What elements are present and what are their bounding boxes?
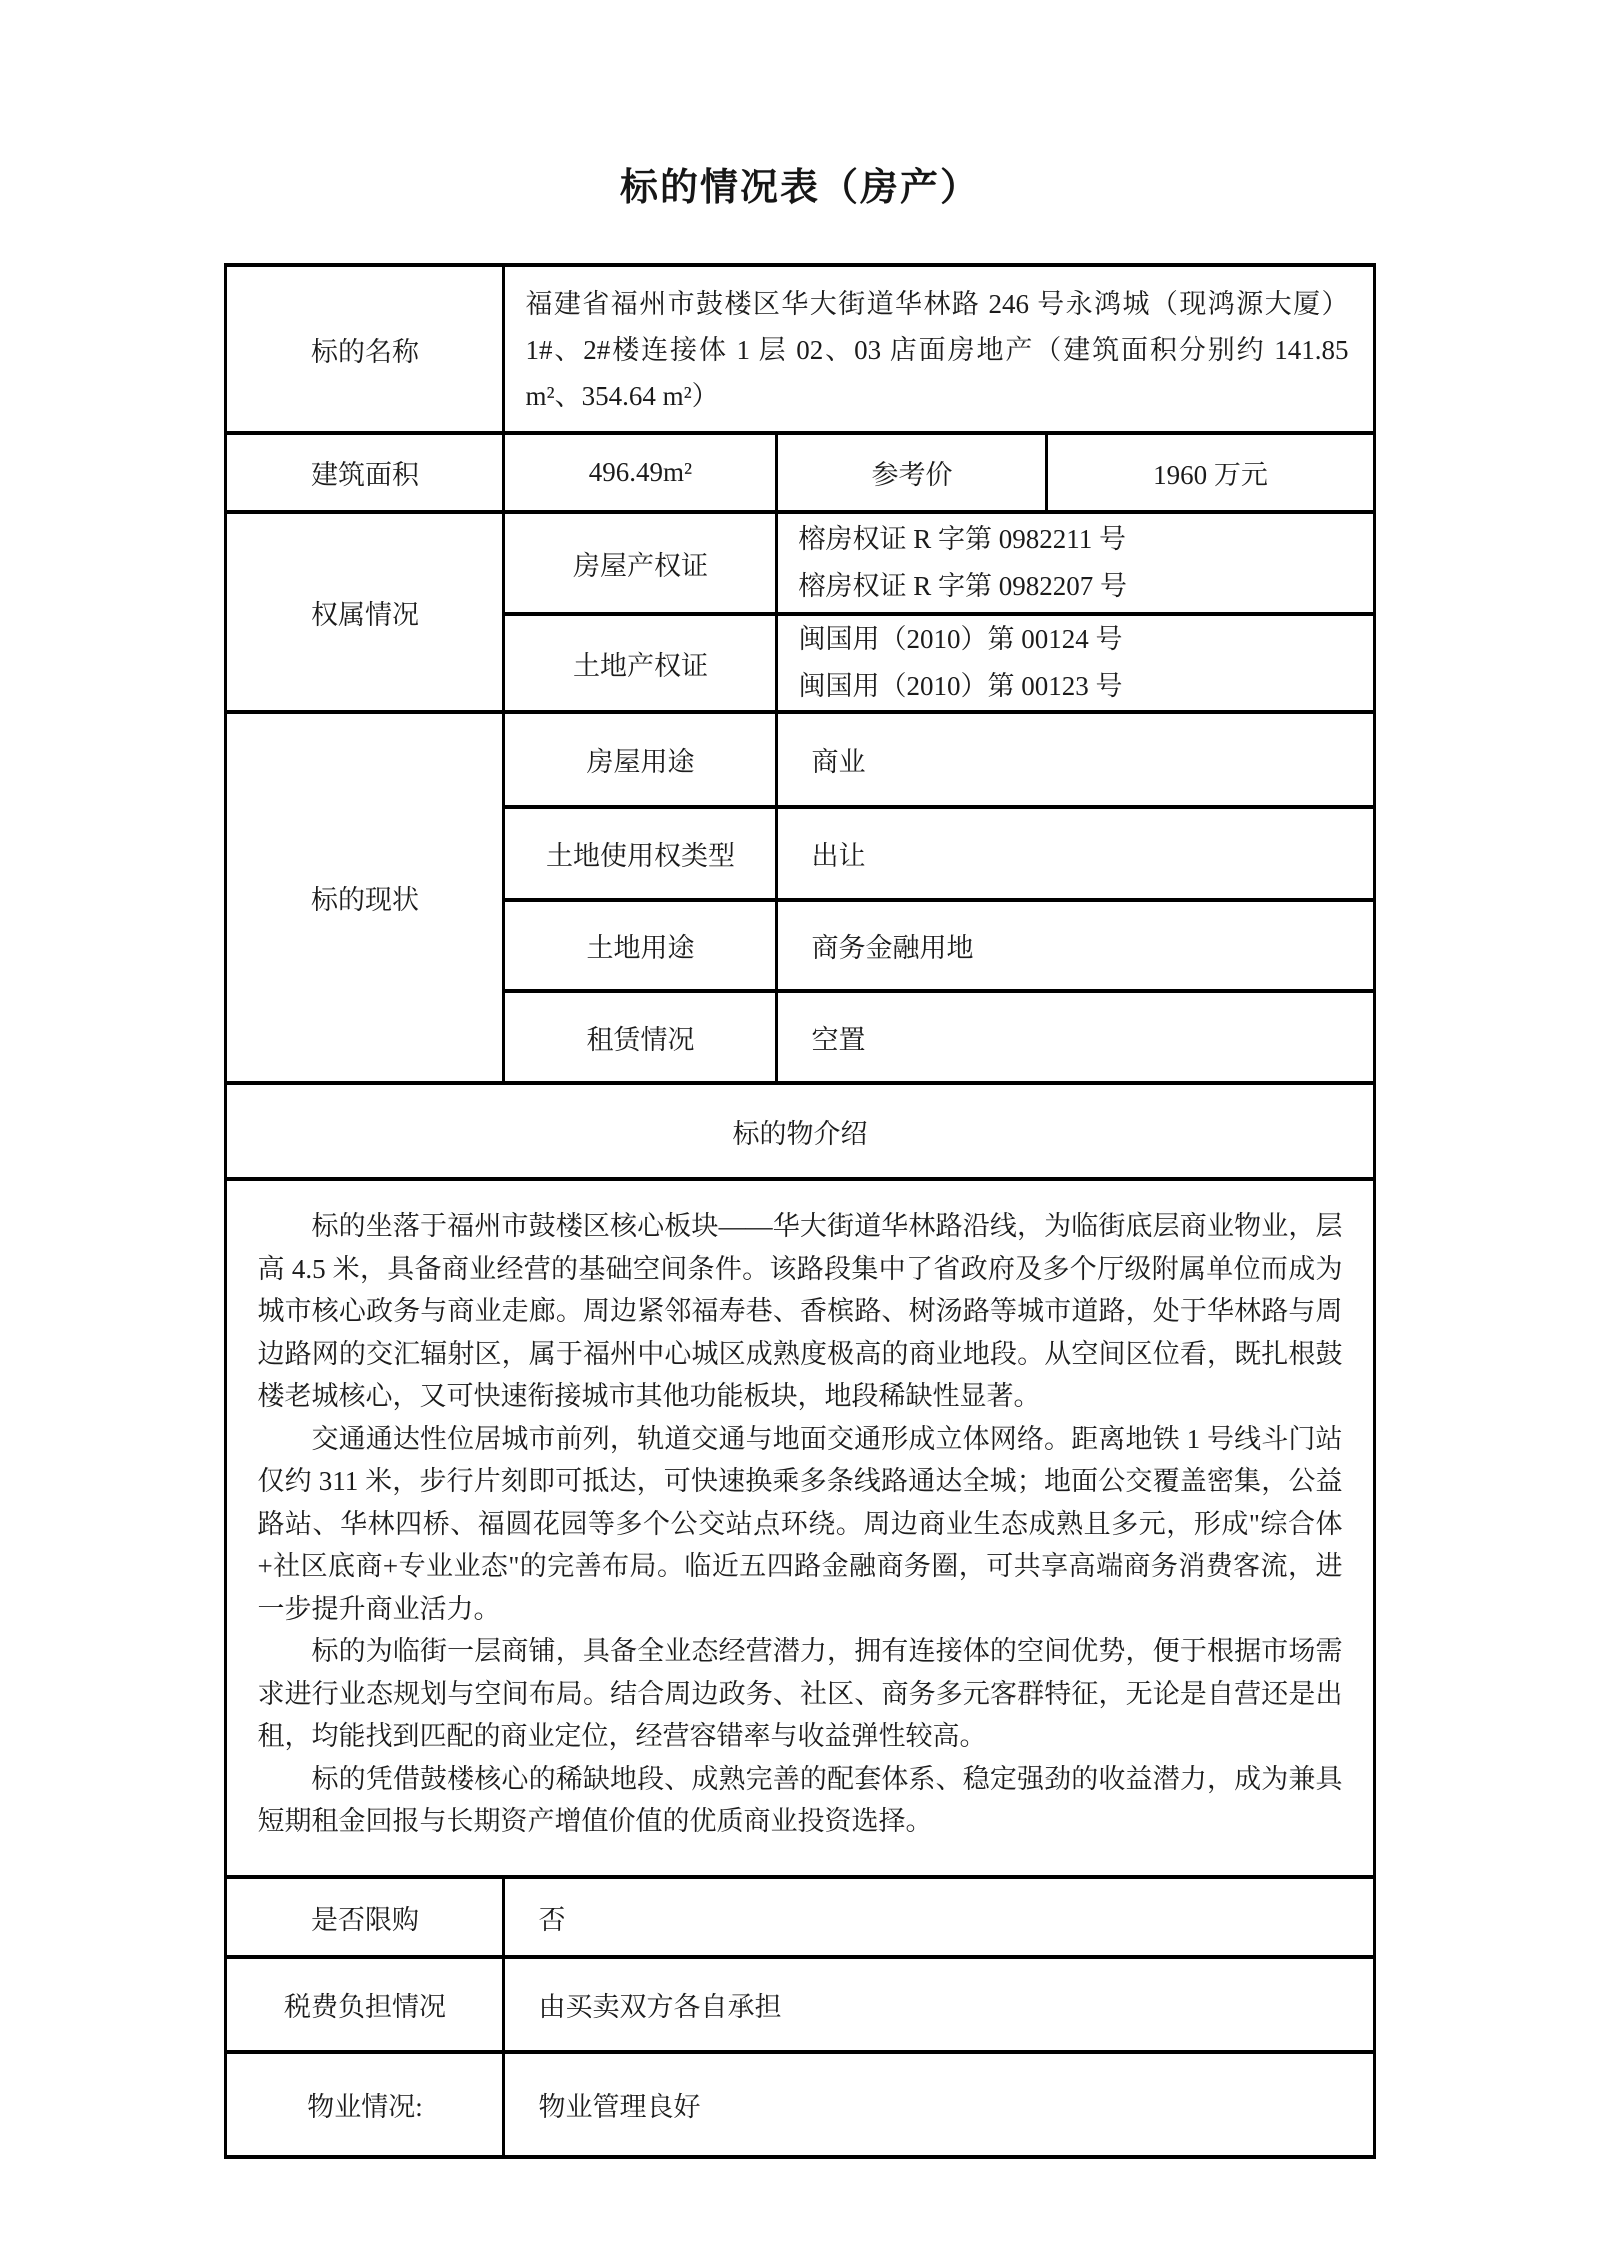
lease-status-label: 租赁情况: [504, 991, 777, 1083]
property-info-table: [224, 263, 1375, 2159]
subject-name-label: 标的名称: [226, 265, 504, 433]
land-cert-line-2: 闽国用（2010）第 00123 号: [798, 671, 1123, 701]
reference-price-label: 参考价: [777, 433, 1047, 512]
intro-body: [226, 1179, 1374, 1877]
area-price-row: [226, 433, 1374, 512]
intro-body-row: [226, 1179, 1374, 1877]
purchase-restriction-label: 是否限购: [226, 1877, 504, 1957]
subject-name-row: [226, 265, 1374, 433]
land-use-value: 商务金融用地: [777, 900, 1374, 991]
house-use-row: [226, 712, 1374, 807]
house-cert-line-2: 榕房权证 R 字第 0982207 号: [798, 571, 1127, 601]
page-title: 标的情况表（房产）: [619, 167, 980, 209]
intro-paragraph-3: 标的为临街一层商铺，具备全业态经营潜力，拥有连接体的空间优势，便于根据市场需求进行业态规划与空间布局。结合周边政务、社区、商务多元客群特征，无论是自营还是出租，均能找到匹配的商业定位，经营容错率与收益弹性较高。: [257, 1636, 1343, 1751]
land-cert-line-1: 闽国用（2010）第 00124 号: [798, 624, 1123, 654]
reference-price-value: 1960 万元: [1047, 433, 1374, 512]
house-cert-line-1: 榕房权证 R 字第 0982211 号: [798, 524, 1126, 554]
land-cert-value: [777, 614, 1374, 712]
purchase-restriction-row: [226, 1877, 1374, 1957]
property-management-row: [226, 2052, 1374, 2157]
intro-header-row: [226, 1083, 1374, 1179]
ownership-label: 权属情况: [226, 512, 504, 712]
land-right-type-value: 出让: [777, 807, 1374, 900]
intro-paragraph-4: 标的凭借鼓楼核心的稀缺地段、成熟完善的配套体系、稳定强劲的收益潜力，成为兼具短期租金回报与长期资产增值价值的优质商业投资选择。: [257, 1763, 1343, 1836]
purchase-restriction-value: 否: [504, 1877, 1374, 1957]
house-use-value: 商业: [777, 712, 1374, 807]
tax-burden-row: [226, 1957, 1374, 2052]
intro-header: 标的物介绍: [226, 1083, 1374, 1179]
land-use-label: 土地用途: [504, 900, 777, 991]
house-cert-label: 房屋产权证: [504, 512, 777, 614]
building-area-label: 建筑面积: [226, 433, 504, 512]
intro-paragraph-2: 交通通达性位居城市前列，轨道交通与地面交通形成立体网络。距离地铁 1 号线斗门站仅约 311 米，步行片刻即可抵达，可快速换乘多条线路通达全城；地面公交覆盖密集，公益路站、华林四桥、福圆花园等多个公交站点环绕。周边商业生态成熟且多元，形成"综合体+社区底商+专业业态"的完善布局。临近五四路金融商务圈，可共享高端商务消费客流，进一步提升商业活力。: [257, 1423, 1343, 1624]
subject-name-value: 福建省福州市鼓楼区华大街道华林路 246 号永鸿城（现鸿源大厦）1#、2#楼连接体 1 层 02、03 店面房地产（建筑面积分别约 141.85 m²、354.64 m²）: [504, 265, 1374, 433]
tax-burden-label: 税费负担情况: [226, 1957, 504, 2052]
land-right-type-label: 土地使用权类型: [504, 807, 777, 900]
property-management-value: 物业管理良好: [504, 2052, 1374, 2157]
tax-burden-value: 由买卖双方各自承担: [504, 1957, 1374, 2052]
property-management-label: 物业情况:: [226, 2052, 504, 2157]
land-cert-label: 土地产权证: [504, 614, 777, 712]
intro-paragraph-1: 标的坐落于福州市鼓楼区核心板块——华大街道华林路沿线，为临街底层商业物业，层高 4.5 米，具备商业经营的基础空间条件。该路段集中了省政府及多个厅级附属单位而成为城市核心政务与商业走廊。周边紧邻福寿巷、香槟路、树汤路等城市道路，处于华林路与周边路网的交汇辐射区，属于福州中心城区成熟度极高的商业地段。从空间区位看，既扎根鼓楼老城核心，又可快速衔接城市其他功能板块，地段稀缺性显著。: [257, 1211, 1343, 1411]
house-cert-value: [777, 512, 1374, 614]
lease-status-value: 空置: [777, 991, 1374, 1083]
house-cert-row: [226, 512, 1374, 614]
house-use-label: 房屋用途: [504, 712, 777, 807]
current-status-label: 标的现状: [226, 712, 504, 1083]
building-area-value: 496.49m²: [504, 433, 777, 512]
